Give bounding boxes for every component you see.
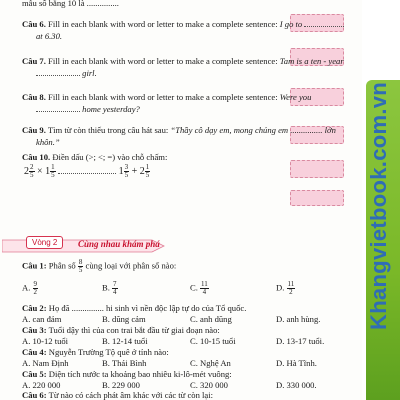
c4-option-a[interactable]: A. Nam Định bbox=[22, 358, 69, 368]
c6-question: Câu 6: Từ nào có cách phát âm khác với các từ còn lại: bbox=[22, 390, 214, 400]
c4-option-b[interactable]: B. Thái Bình bbox=[102, 358, 147, 368]
c4-question: Câu 4: Nguyễn Trường Tộ quê ở tỉnh nào: bbox=[22, 347, 169, 357]
sidebar-watermark: Khangvietbook.com.vn bbox=[366, 81, 391, 330]
c4-option-d[interactable]: D. Hà Tĩnh. bbox=[276, 358, 317, 368]
round-label: Vòng 2 bbox=[26, 236, 63, 249]
c2-option-c[interactable]: C. anh dũng bbox=[190, 314, 232, 324]
q7-line1: Câu 7. Fill in each blank with word or letter to make a complete sentence: Tam is a ten - year bbox=[22, 56, 344, 66]
q10-line1: Câu 10. Điền dấu (>; <; =) vào chỗ chấm: bbox=[22, 152, 168, 162]
c3-question: Câu 3: Tuổi dậy thì của con trai bắt đầu từ giai đoạn nào: bbox=[22, 325, 220, 335]
top-fragment: mẫu số bằng 10 là ............... bbox=[22, 0, 119, 8]
q6-line2: at 6.30. bbox=[36, 31, 63, 41]
c1-option-b[interactable]: B. $\frac{7}{4}$ bbox=[102, 280, 117, 296]
q9-line2: khôn.” bbox=[36, 137, 60, 147]
round-title: Cùng nhau khám phá bbox=[78, 239, 160, 249]
q6-line1: Câu 6. Fill in each blank with word or letter to make a complete sentence: I go to bbox=[22, 19, 344, 29]
c2-question: Câu 2: Họ đã ............... hi sinh vì nền độc lập tự do của Tổ quốc. bbox=[22, 303, 247, 313]
c2-option-b[interactable]: B. dũng cảm bbox=[102, 314, 146, 324]
c3-option-a[interactable]: A. 10-12 tuổi bbox=[22, 336, 69, 346]
c1-question: Câu 1: Phân số $\frac{8}{5}$ cùng loại với phân số nào: bbox=[22, 258, 177, 274]
c1-option-a[interactable]: A. $\frac{9}{2}$ bbox=[22, 280, 38, 296]
c3-option-d[interactable]: D. 13-17 tuổi. bbox=[276, 336, 325, 346]
c3-option-b[interactable]: B. 12-14 tuổi bbox=[102, 336, 148, 346]
c3-option-c[interactable]: C. 10-15 tuổi bbox=[190, 336, 236, 346]
q7-line2: girl. bbox=[36, 68, 97, 78]
c5-option-d[interactable]: D. 330 000. bbox=[276, 380, 317, 390]
c1-option-c[interactable]: C. $\frac{11}{4}$ bbox=[190, 280, 208, 296]
answer-box-extra[interactable] bbox=[290, 190, 344, 206]
c2-option-d[interactable]: D. anh hùng. bbox=[276, 314, 321, 324]
q8-line2: home yesterday? bbox=[36, 104, 140, 114]
c5-option-b[interactable]: B. 229 000 bbox=[102, 380, 140, 390]
c1-option-d[interactable]: D. $\frac{11}{2}$ bbox=[276, 280, 295, 296]
c5-option-a[interactable]: A. 220 000 bbox=[22, 380, 61, 390]
q8-line1: Câu 8. Fill in each blank with word or letter to make a complete sentence: Were you bbox=[22, 92, 312, 102]
c5-option-c[interactable]: C. 320 000 bbox=[190, 380, 228, 390]
brand-sidebar bbox=[362, 0, 400, 400]
q10-expression: 2 $\frac{2}{5}$ × 1 $\frac{1}{5}$ 1 $\frac{3}{5}$ + 2 $\frac{1}{5}$ bbox=[24, 163, 150, 180]
c4-option-c[interactable]: C. Nghệ An bbox=[190, 358, 231, 368]
c5-question: Câu 5: Diện tích nước ta khoảng bao nhiêu ki-lô-mét vuông: bbox=[22, 369, 232, 379]
c2-option-a[interactable]: A. can đảm bbox=[22, 314, 62, 324]
q9-line1: Câu 9. Tìm từ còn thiếu trong câu hát sau: “Thầy cô dạy em, mong chúng em ............... lớn bbox=[22, 125, 336, 135]
answer-box-q10[interactable] bbox=[290, 160, 344, 178]
